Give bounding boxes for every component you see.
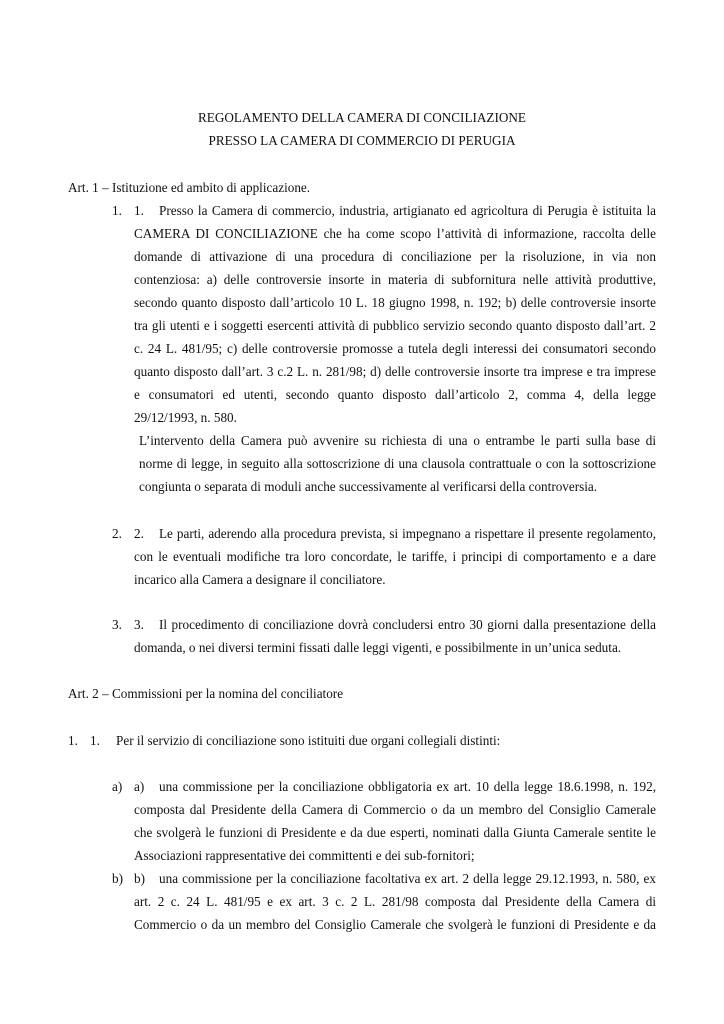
- art1-item3-number: 3.: [112, 617, 122, 632]
- art2-item-b-label: b): [112, 871, 123, 886]
- art1-heading: Art. 1 – Istituzione ed ambito di applicazione.: [68, 180, 311, 195]
- art2-heading: Art. 2 – Commissioni per la nomina del conciliatore: [68, 686, 344, 701]
- art1-item1-subnumber: 1.: [134, 203, 144, 218]
- art1-item1-line: c. 24 L. 481/95; c) delle controversie promosse a tutela degli interessi dei consumatori secondo: [134, 341, 656, 356]
- art1-item2-line: Le parti, aderendo alla procedura prevista, si impegnano a rispettare il presente regolamento,: [159, 526, 656, 541]
- art2-item-a-label: a): [112, 779, 123, 794]
- art1-item1-para2-line: congiunta o separata di moduli anche successivamente al verificarsi della controversia.: [139, 479, 598, 494]
- art1-item1-line: secondo quanto disposto dall’articolo 10 L. 18 giugno 1998, n. 192; b) delle controversie insorte: [134, 295, 656, 310]
- art1-item1-line: domande di attivazione di una procedura di conciliazione per la risoluzione, in via non: [134, 249, 656, 264]
- art2-item-b-sublabel: b): [134, 871, 145, 886]
- art1-item1-line: quanto disposto dall’art. 3 c.2 L. n. 281/98; d) delle controversie insorte tra imprese e tra imprese: [134, 364, 656, 379]
- art1-item1-line: CAMERA DI CONCILIAZIONE che ha come scopo l’attività di informazione, raccolta delle: [134, 226, 656, 241]
- art2-item1-text: Per il servizio di conciliazione sono istituiti due organi collegiali distinti:: [116, 733, 501, 748]
- art1-item2-number: 2.: [112, 526, 122, 541]
- art1-item3-subnumber: 3.: [134, 617, 144, 632]
- art1-item1-line: tra gli utenti e i soggetti esercenti attività di pubblico servizio secondo quanto disposto dall’art. 2: [134, 318, 656, 333]
- art1-item1-line: e consumatori ed utenti, secondo quanto disposto dall’articolo 2, comma 4, della legge: [134, 387, 656, 402]
- document-title-line-2: PRESSO LA CAMERA DI COMMERCIO DI PERUGIA: [208, 133, 516, 148]
- art2-item-b-line: una commissione per la conciliazione facoltativa ex art. 2 della legge 29.12.1993, n. 580, ex: [159, 871, 656, 886]
- art1-item1-para2-line: norme di legge, in seguito alla sottoscrizione di una clausola contrattuale o con la sottoscrizione: [139, 456, 656, 471]
- art1-item1-line: contenziosa: a) delle controversie insorte in materia di subfornitura nelle attività produttive,: [134, 272, 656, 287]
- art2-item1-number: 1.: [68, 733, 78, 748]
- art1-item1-number: 1.: [112, 203, 122, 218]
- art1-item3-line: domanda, o nei diversi termini fissati dalle leggi vigenti, e possibilmente in un’unica seduta.: [134, 640, 622, 655]
- document-title-line-1: REGOLAMENTO DELLA CAMERA DI CONCILIAZIONE: [198, 110, 526, 125]
- art2-item-a-sublabel: a): [134, 779, 145, 794]
- art2-item-a-line: una commissione per la conciliazione obbligatoria ex art. 10 della legge 18.6.1998, n. 192,: [159, 779, 656, 794]
- art2-item-a-line: Associazioni rappresentative dei committenti e dei sub-fornitori;: [134, 848, 475, 863]
- art1-item1-para2-line: L’intervento della Camera può avvenire su richiesta di una o entrambe le parti sulla base di: [139, 433, 656, 448]
- art1-item2-line: con le eventuali modifiche tra loro concordate, le tariffe, i principi di comportamento e a dare: [134, 549, 656, 564]
- art2-item-b-line: Commercio o da un membro del Consiglio Camerale che svolgerà le funzioni di Presidente e da: [134, 917, 656, 932]
- art2-item-a-line: che svolgerà le funzioni di Presidente e da due esperti, nominati dalla Giunta Camerale sentite le: [134, 825, 656, 840]
- art1-item1-line: Presso la Camera di commercio, industria, artigianato ed agricoltura di Perugia è istituita la: [159, 203, 656, 218]
- art1-item2-subnumber: 2.: [134, 526, 144, 541]
- art2-item-a-line: composta dal Presidente della Camera di Commercio o da un membro del Consiglio Camerale: [134, 802, 656, 817]
- art1-item2-line: incarico alla Camera a designare il conciliatore.: [134, 572, 386, 587]
- art1-item1-line: 29/12/1993, n. 580.: [134, 410, 237, 425]
- art2-item1-subnumber: 1.: [90, 733, 100, 748]
- art2-item-b-line: art. 2 c. 24 L. 481/95 e ex art. 3 c. 2 L. 281/98 composta dal Presidente della Camera di: [134, 894, 656, 909]
- art1-item3-line: Il procedimento di conciliazione dovrà concludersi entro 30 giorni dalla presentazione della: [159, 617, 656, 632]
